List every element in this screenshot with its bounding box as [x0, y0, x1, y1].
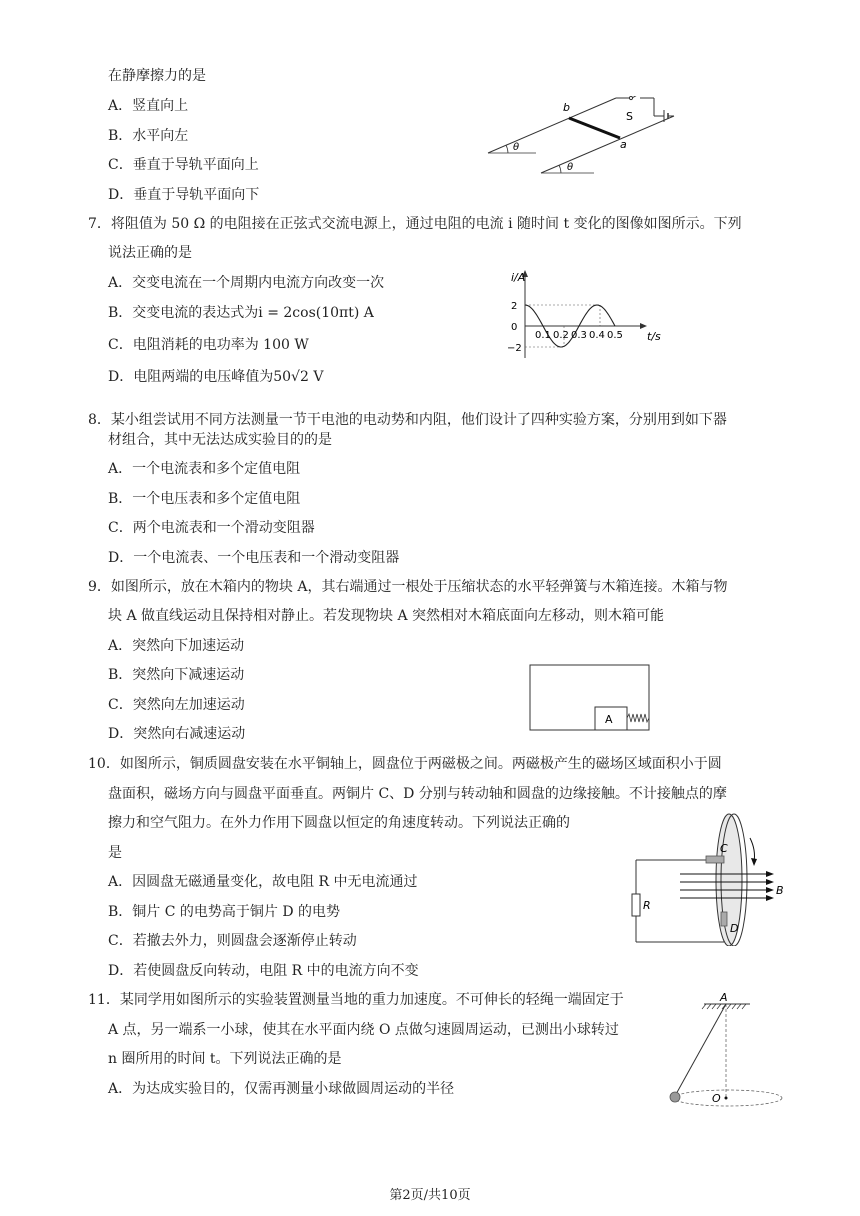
q11-label-o: O — [712, 1092, 721, 1105]
q6-option-b: B．水平向左 — [108, 128, 189, 144]
q11-option-a: A．为达成实验目的，仅需再测量小球做圆周运动的半径 — [108, 1081, 455, 1097]
q6-option-d: D．垂直于导轨平面向下 — [108, 187, 260, 203]
q7-y-tick-2: 2 — [511, 301, 518, 312]
q6-rail-figure — [486, 96, 676, 178]
q10-option-d: D．若使圆盘反向转动，电阻 R 中的电流方向不变 — [108, 963, 419, 979]
q6-option-c: C．垂直于导轨平面向上 — [108, 157, 259, 173]
q7-y-label: i/A — [511, 271, 526, 284]
q10-label-r: R — [643, 899, 651, 912]
q10-stem-line2: 盘面积，磁场方向与圆盘平面垂直。两铜片 C、D 分别与转动轴和圆盘的边缘接触。不计接触点的摩 — [108, 786, 727, 802]
q10-option-a: A．因圆盘无磁通量变化，故电阻 R 中无电流通过 — [108, 874, 418, 890]
q9-box-figure — [529, 664, 651, 732]
q10-stem-line1: 10．如图所示，铜质圆盘安装在水平铜轴上，圆盘位于两磁极之间。两磁极产生的磁场区域面积小于圆 — [88, 756, 722, 772]
q7-option-c: C．电阻消耗的电功率为 100 W — [108, 337, 309, 353]
q9-option-a: A．突然向下加速运动 — [108, 638, 245, 654]
q11-pendulum-figure — [660, 990, 790, 1112]
q9-block-label: A — [605, 713, 613, 726]
q7-y-tick-neg2: −2 — [507, 343, 522, 354]
q10-option-c: C．若撤去外力，则圆盘会逐渐停止转动 — [108, 933, 357, 949]
q7-y-tick-0: 0 — [511, 322, 518, 333]
q9-option-d: D．突然向右减速运动 — [108, 726, 246, 742]
q11-stem-line2: A 点，另一端系一小球，使其在水平面内绕 O 点做匀速圆周运动，已测出小球转过 — [108, 1022, 619, 1038]
q9-stem-line2: 块 A 做直线运动且保持相对静止。若发现物块 A 突然相对木箱底面向左移动，则木箱可能 — [108, 608, 665, 624]
q9-stem-line1: 9．如图所示，放在木箱内的物块 A，其右端通过一根处于压缩状态的水平轻弹簧与木箱连接。木箱与物 — [88, 579, 728, 595]
q10-stem-line4: 是 — [108, 845, 122, 861]
q7-option-d: D．电阻两端的电压峰值为50√2 V — [108, 369, 324, 385]
q10-label-b: B — [776, 884, 784, 897]
q8-stem-line2: 材组合，其中无法达成实验目的的是 — [108, 432, 332, 448]
q7-x-tick-0.1: 0.1 — [535, 330, 551, 341]
q8-option-b: B．一个电压表和多个定值电阻 — [108, 491, 301, 507]
q6-tail: 在静摩擦力的是 — [108, 68, 206, 84]
q7-current-graph — [505, 268, 675, 360]
q10-disk-figure — [630, 808, 790, 946]
q6-label-a: a — [620, 138, 627, 151]
q7-x-tick-0.3: 0.3 — [571, 330, 587, 341]
q11-stem-line3: n 圈所用的时间 t。下列说法正确的是 — [108, 1051, 342, 1067]
q6-label-theta-2: θ — [567, 162, 574, 173]
q7-x-tick-0.4: 0.4 — [589, 330, 605, 341]
q7-x-label: t/s — [647, 330, 661, 343]
q7-x-tick-0.5: 0.5 — [607, 330, 623, 341]
q6-label-s: S — [626, 110, 633, 123]
q7-x-tick-0.2: 0.2 — [553, 330, 569, 341]
q8-option-a: A．一个电流表和多个定值电阻 — [108, 461, 301, 477]
q7-option-b: B．交变电流的表达式为i = 2cos(10πt) A — [108, 305, 374, 321]
q8-option-d: D．一个电流表、一个电压表和一个滑动变阻器 — [108, 550, 400, 566]
q11-label-a: A — [720, 991, 728, 1004]
page-footer: 第2页/共10页 — [389, 1188, 471, 1203]
q10-stem-line3: 擦力和空气阻力。在外力作用下圆盘以恒定的角速度转动。下列说法正确的 — [108, 815, 570, 831]
q11-stem-line1: 11．某同学用如图所示的实验装置测量当地的重力加速度。不可伸长的轻绳一端固定于 — [88, 992, 624, 1008]
q9-option-b: B．突然向下减速运动 — [108, 667, 245, 683]
q6-option-a: A．竖直向上 — [108, 98, 189, 114]
q10-label-d: D — [730, 922, 739, 935]
q10-label-c: C — [720, 842, 728, 855]
q6-label-b: b — [563, 101, 570, 114]
q7-option-a: A．交变电流在一个周期内电流方向改变一次 — [108, 275, 385, 291]
q7-stem-line1: 7．将阻值为 50 Ω 的电阻接在正弦式交流电源上，通过电阻的电流 i 随时间 t 变化的图像如图所示。下列 — [88, 216, 742, 232]
q8-stem-line1: 8．某小组尝试用不同方法测量一节干电池的电动势和内阻，他们设计了四种实验方案，分别用到如下器 — [88, 412, 727, 428]
q9-option-c: C．突然向左加速运动 — [108, 697, 245, 713]
q10-option-b: B．铜片 C 的电势高于铜片 D 的电势 — [108, 904, 341, 920]
q6-label-theta-1: θ — [513, 142, 520, 153]
q7-stem-line2: 说法正确的是 — [108, 245, 192, 261]
q8-option-c: C．两个电流表和一个滑动变阻器 — [108, 520, 315, 536]
